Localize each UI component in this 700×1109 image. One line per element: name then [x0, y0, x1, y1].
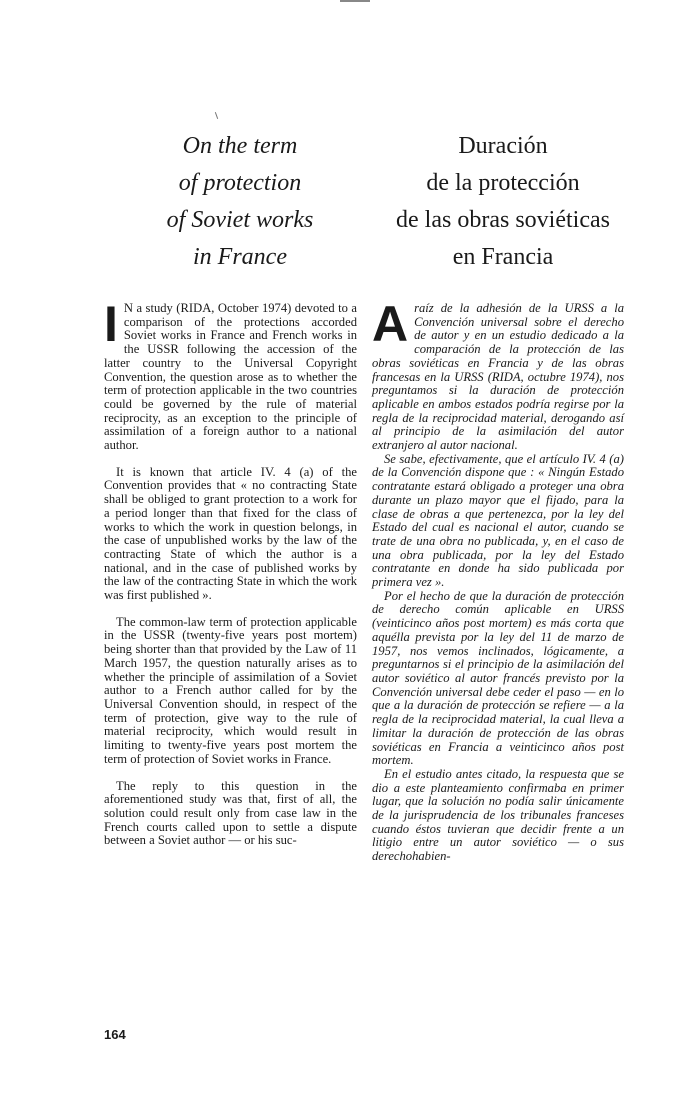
- drop-cap: A: [372, 296, 409, 352]
- paragraph-text: raíz de la adhesión de la URSS a la Convención universal sobre el derecho de autor y en un estudio dedicado a la comparación de la protección de las obras soviéticas en Francia y de las obras francesas en la URSS (RIDA, octubre 1974), nos preguntamos si la duración de protección aplicable en ambos estados podría regirse por la regla de la reciprocidad material, derogando así al principio de la asimilación del autor extranjero al autor nacional.: [372, 301, 624, 453]
- drop-cap: I: [104, 296, 118, 352]
- paragraph: Se sabe, efectivamente, que el artículo IV. 4 (a) de la Convención dispone que : « Ningún Estado contratante estará obligado a proteger una obra durante un plazo mayor que el fijado, para la clase de obras a que pertenezca, por la ley del Estado del cual es nacional el autor, cuando se trate de una obra no publicada, y, en el caso de una obra publicada, por la ley del Estado contratante en donde ha sido publicada por primera vez ».: [372, 451, 624, 590]
- title-en-line: of protection: [178, 170, 302, 196]
- top-mark: [340, 0, 370, 2]
- page-number: 164: [104, 1027, 126, 1042]
- title-es-line: en Francia: [452, 244, 554, 270]
- paragraph: It is known that article IV. 4 (a) of the Convention provides that « no contracting State shall be obliged to grant protection to a work for a period longer than that fixed for the class of works to which the work in question belongs, in the case of unpublished works by the law of the contracting State of which the author is a national, and in the case of published works by the law of the contracting State in which the work was first published ».: [104, 464, 357, 603]
- paragraph: Por el hecho de que la duración de protección de derecho común aplicable en URSS (veinticinco años post mortem) es más corta que aquélla prevista por la ley del 11 de marzo de 1957, nos vemos inclinados, lógicamente, a preguntarnos si el principio de la asimilación del autor soviético al autor francés previsto por la Convención universal debe ceder el paso — en lo que a la duración de protección se refiere — a la regla de la reciprocidad material, la cual lleva a limitar la duración de protección de las obras soviéticas en Francia a veinticinco años post mortem.: [372, 588, 624, 768]
- paragraph: [104, 296, 357, 453]
- paragraph: The common-law term of protection applicable in the USSR (twenty-five years post mortem) being shorter than that provided by the Law of 11 March 1957, the question naturally arises as to whether the principle of assimilation of a Soviet author to a French author called for by the Universal Convention should, in respect of the term of protection, give way to the rule of material reciprocity, which would result in limiting to twenty-five years post mortem the term of protection of Soviet works in France.: [104, 614, 357, 766]
- english-column: [104, 296, 357, 848]
- title-en-line: in France: [193, 244, 287, 270]
- title-en-line: of Soviet works: [166, 207, 314, 233]
- title-es-line: de la protección: [426, 170, 580, 196]
- spanish-column: [372, 296, 624, 864]
- title-es-line: Duración: [458, 133, 548, 159]
- title-english: [140, 128, 340, 276]
- title-en-line: On the term: [182, 133, 298, 159]
- paragraph: En el estudio antes citado, la respuesta que se dio a este planteamiento confirmaba en primer lugar, que la solución no podía salir únicamente de la jurisprudencia de los tribunales franceses cuando éstos tuvieran que decidir frente a un litigio entre un autor soviético — o sus derechohabien-: [372, 766, 624, 864]
- title-es-line: de las obras soviéticas: [396, 207, 610, 233]
- title-spanish: [368, 128, 638, 276]
- paragraph: The reply to this question in the aforementioned study was that, first of all, the solution could result only from case law in the French courts called upon to settle a dispute between a Soviet author — or his suc-: [104, 778, 357, 848]
- paragraph-text: N a study (RIDA, October 1974) devoted to a comparison of the protections accorded Soviet works in France and French works in the USSR following the accession of the latter country to the Universal Copyright Convention, the question arose as to whether the term of protection applicable in the two countries could be governed by the rule of material reciprocity, as an exception to the principle of assimilation of a foreign author to a national author.: [104, 301, 357, 453]
- paragraph: [372, 296, 624, 453]
- stray-mark: [215, 112, 218, 119]
